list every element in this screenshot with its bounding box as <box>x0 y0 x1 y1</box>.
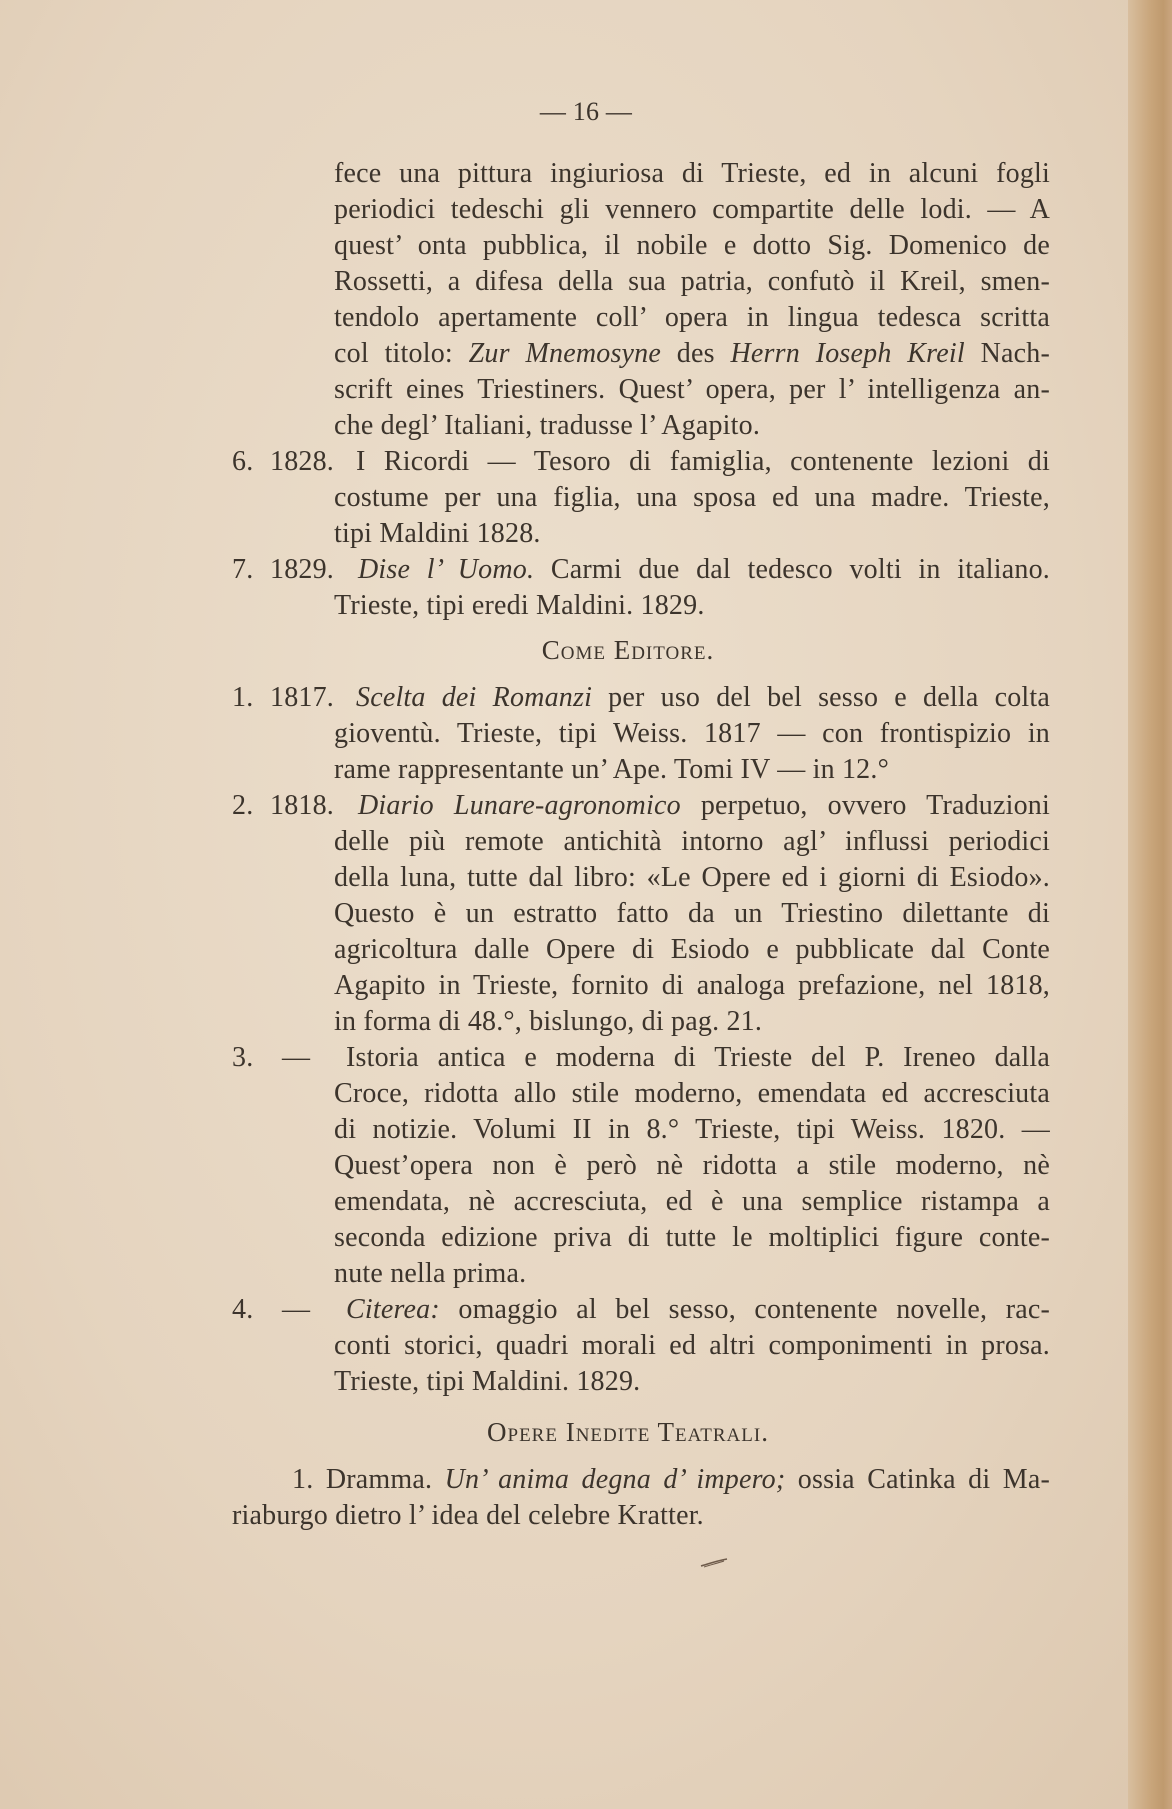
text-line: Quest’opera non è però nè ridotta a stile moderno, nè <box>334 1150 1050 1181</box>
text-line: riaburgo dietro l’ idea del celebre Kratter. <box>232 1500 704 1531</box>
text-span: des <box>661 338 731 369</box>
entry-first-line <box>358 552 1050 588</box>
text-line: Trieste, tipi eredi Maldini. 1829. <box>334 590 705 621</box>
text-span: 1. Dramma. <box>292 1464 445 1495</box>
author-italic: Herrn Ioseph Kreil <box>730 338 965 369</box>
entry-number: 7. <box>232 554 254 585</box>
entry-year: 1818. <box>270 790 334 821</box>
text-line: gioventù. Trieste, tipi Weiss. 1817 — con frontispizio in <box>334 718 1050 749</box>
text-line: di notizie. Volumi II in 8.° Trieste, tipi Weiss. 1820. — <box>334 1114 1050 1145</box>
entry-number: 4. <box>232 1294 254 1325</box>
entry-first-line: Istoria antica e moderna di Trieste del P. Ireneo dalla <box>346 1042 1050 1073</box>
text-line: quest’ onta pubblica, il nobile e dotto Sig. Domenico de <box>334 230 1050 261</box>
text-span: omaggio al bel sesso, contenente novelle, rac- <box>439 1294 1050 1325</box>
title-italic: Scelta dei Romanzi <box>356 682 593 713</box>
text-line: agricoltura dalle Opere di Esiodo e pubblicate dal Conte <box>334 934 1050 965</box>
ornament-mark <box>700 1558 728 1568</box>
text-line: scrift eines Triestiners. Quest’ opera, per l’ intelligenza an- <box>334 374 1050 405</box>
text-line: seconda edizione priva di tutte le moltiplici figure conte- <box>334 1222 1050 1253</box>
entry-year: 1829. <box>270 554 334 585</box>
entry-number: 2. <box>232 790 254 821</box>
text-line: nute nella prima. <box>334 1258 527 1289</box>
entry-number: 1. <box>232 682 254 713</box>
text-span: Nach- <box>964 338 1050 369</box>
text-line: in forma di 48.°, bislungo, di pag. 21. <box>334 1006 763 1037</box>
page-number: — 16 — <box>539 97 633 126</box>
entry-year: 1817. <box>270 682 334 713</box>
text-line: Trieste, tipi Maldini. 1829. <box>334 1366 641 1397</box>
title-italic: Un’ anima degna d’ impero; <box>444 1464 786 1495</box>
entry-number: 6. <box>232 446 254 477</box>
text-line: della luna, tutte dal libro: «Le Opere ed i giorni di Esiodo». <box>334 862 1050 893</box>
title-italic: Citerea: <box>346 1294 440 1325</box>
entry-first-line <box>346 1292 1050 1328</box>
theatre-entry-1 <box>292 1462 1050 1498</box>
text-span: perpetuo, ovvero Traduzioni <box>680 790 1050 821</box>
entry-first-line <box>358 788 1050 824</box>
entry-dash: — <box>282 1294 311 1325</box>
section-heading-editore: Come Editore. <box>541 635 715 665</box>
text-line: tipi Maldini 1828. <box>334 518 541 549</box>
text-line: delle più remote antichità intorno agl’ influssi periodici <box>334 826 1050 857</box>
text-span: Carmi due dal tedesco volti in italiano. <box>534 554 1050 585</box>
text-line: costume per una figlia, una sposa ed una madre. Trieste, <box>334 482 1050 513</box>
text-span: ossia Catinka di Ma- <box>785 1464 1050 1495</box>
entry-year: 1828. <box>270 446 334 477</box>
text-line: Questo è un estratto fatto da un Triestino dilettante di <box>334 898 1050 929</box>
text-line: Rossetti, a difesa della sua patria, confutò il Kreil, smen- <box>334 266 1050 297</box>
text-line: conti storici, quadri morali ed altri componimenti in prosa. <box>334 1330 1050 1361</box>
text-span: col titolo: <box>334 338 469 369</box>
entry-first-line <box>356 680 1050 716</box>
text-line: tendolo apertamente coll’ opera in lingua tedesca scritta <box>334 302 1050 333</box>
text-span: per uso del bel sesso e della colta <box>592 682 1050 713</box>
title-italic: Dise l’ Uomo. <box>358 554 535 585</box>
text-line-titolo <box>334 336 1050 372</box>
title-italic: Zur Mnemosyne <box>468 338 662 369</box>
entry-dash: — <box>282 1042 311 1073</box>
text-line: Croce, ridotta allo stile moderno, emendata ed accresciuta <box>334 1078 1050 1109</box>
title-italic: Diario Lunare-agronomico <box>358 790 681 821</box>
page-edge <box>1128 0 1172 1809</box>
text-line: periodici tedeschi gli vennero compartite delle lodi. — A <box>334 194 1050 225</box>
text-line: rame rappresentante un’ Ape. Tomi IV — in 12.° <box>334 754 889 785</box>
section-heading-teatrali: Opere Inedite Teatrali. <box>487 1417 769 1447</box>
entry-first-line: I Ricordi — Tesoro di famiglia, contenente lezioni di <box>356 446 1050 477</box>
entry-number: 3. <box>232 1042 254 1073</box>
text-line: emendata, nè accresciuta, ed è una semplice ristampa a <box>334 1186 1050 1217</box>
text-line: fece una pittura ingiuriosa di Trieste, ed in alcuni fogli <box>334 158 1050 189</box>
text-line: che degl’ Italiani, tradusse l’ Agapito. <box>334 410 761 441</box>
text-line: Agapito in Trieste, fornito di analoga prefazione, nel 1818, <box>334 970 1050 1001</box>
